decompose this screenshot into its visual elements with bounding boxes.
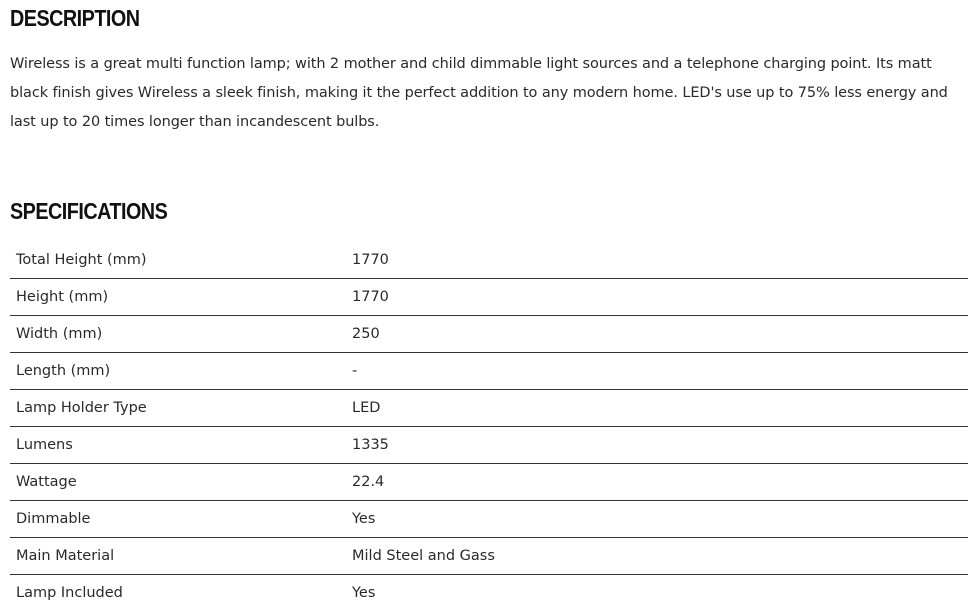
spec-value: Mild Steel and Gass [346,538,968,575]
spec-row-length [10,353,968,390]
specifications-table [10,242,968,611]
spec-row-lamp-holder-type [10,390,968,427]
spec-value: 250 [346,316,968,353]
spec-row-total-height [10,242,968,279]
spec-row-lumens [10,427,968,464]
spec-value: 1335 [346,427,968,464]
specifications-heading: SPECIFICATIONS [10,200,167,223]
spec-row-dimmable [10,501,968,538]
spec-label: Lamp Included [10,575,346,611]
spec-label: Length (mm) [10,353,346,390]
description-heading: DESCRIPTION [10,7,140,30]
spec-label: Lamp Holder Type [10,390,346,427]
spec-row-wattage [10,464,968,501]
spec-label: Total Height (mm) [10,242,346,279]
spec-label: Dimmable [10,501,346,538]
spec-label: Height (mm) [10,279,346,316]
spec-value: 1770 [346,242,968,279]
description-text: Wireless is a great multi function lamp; with 2 mother and child dimmable light sources and a telephone charging point. Its matt black finish gives Wireless a sleek finish, making it the perfect addition to any modern home. LED's use up to 75% less energy and last up to 20 times longer than incandescent bulbs. [10,50,968,137]
spec-row-lamp-included [10,575,968,611]
spec-row-height [10,279,968,316]
spec-value: Yes [346,575,968,611]
spec-label: Width (mm) [10,316,346,353]
spec-value: - [346,353,968,390]
spec-label: Lumens [10,427,346,464]
spec-row-main-material [10,538,968,575]
spec-row-width [10,316,968,353]
spec-label: Main Material [10,538,346,575]
spec-value: Yes [346,501,968,538]
spec-value: LED [346,390,968,427]
spec-value: 1770 [346,279,968,316]
spec-label: Wattage [10,464,346,501]
spec-value: 22.4 [346,464,968,501]
